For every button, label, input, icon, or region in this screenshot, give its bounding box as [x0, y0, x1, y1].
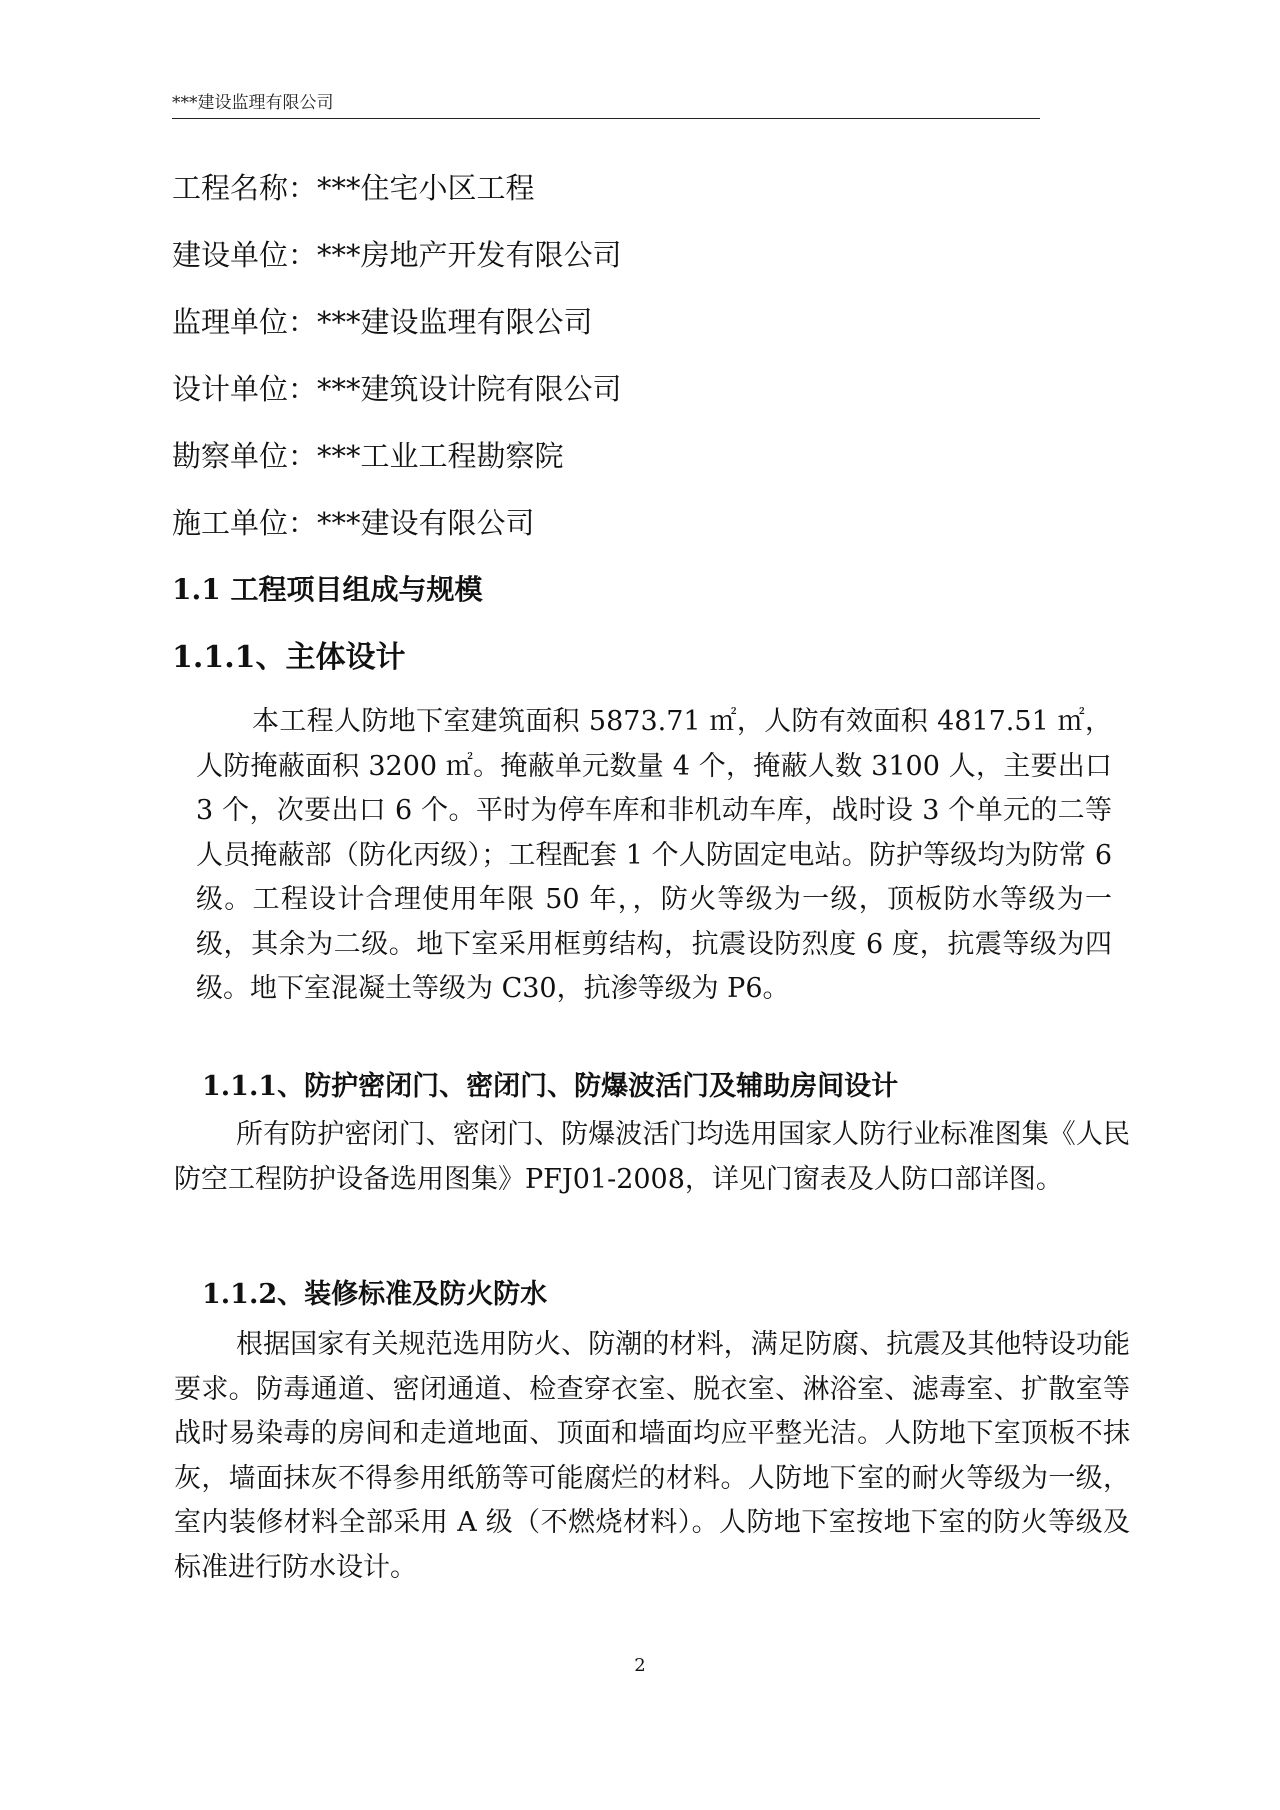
page-header — [172, 92, 1040, 119]
info-value: ***建设有限公司 — [317, 506, 535, 540]
info-contractor — [172, 503, 535, 543]
info-owner — [172, 235, 622, 275]
section-heading-doors: 1.1.1、防护密闭门、密闭门、防爆波活门及辅助房间设计 — [202, 1071, 899, 1102]
section-heading-1-1: 1.1 工程项目组成与规模 — [172, 573, 483, 606]
info-supervisor — [172, 302, 593, 342]
info-value: ***住宅小区工程 — [317, 171, 535, 205]
info-project-name — [172, 168, 535, 208]
info-value: ***建设监理有限公司 — [317, 305, 593, 339]
paragraph-doors: 所有防护密闭门、密闭门、防爆波活门均选用国家人防行业标准图集《人民防空工程防护设备选用图集》PFJ01-2008，详见门窗表及人防口部详图。 — [174, 1119, 1130, 1195]
paragraph-decoration: 根据国家有关规范选用防火、防潮的材料，满足防腐、抗震及其他特设功能要求。防毒通道、密闭通道、检查穿衣室、脱衣室、淋浴室、滤毒室、扩散室等战时易染毒的房间和走道地面、顶面和墙面均应平整光洁。人防地下室顶板不抹灰，墙面抹灰不得参用纸筋等可能腐烂的材料。人防地下室的耐火等级为一级，室内装修材料全部采用 A 级（不燃烧材料）。人防地下室按地下室的防火等级及标准进行防水设计。 — [174, 1329, 1130, 1583]
info-label: 设计单位： — [172, 372, 318, 406]
info-label: 监理单位： — [172, 305, 318, 339]
info-label: 勘察单位： — [172, 439, 318, 473]
info-designer — [172, 369, 622, 409]
info-label: 建设单位： — [172, 238, 318, 272]
section-heading-1-1-1: 1.1.1、主体设计 — [172, 640, 406, 675]
page-number: 2 — [634, 1655, 646, 1676]
section-heading-1-1-2: 1.1.2、装修标准及防火防水 — [202, 1279, 548, 1310]
info-value: ***工业工程勘察院 — [317, 439, 564, 473]
info-surveyor — [172, 436, 564, 476]
header-company: ***建设监理有限公司 — [172, 93, 334, 113]
info-value: ***房地产开发有限公司 — [317, 238, 622, 272]
info-label: 工程名称： — [172, 171, 318, 205]
paragraph-main-design: 本工程人防地下室建筑面积 5873.71 ㎡，人防有效面积 4817.51 ㎡，人防掩蔽面积 3200 ㎡。掩蔽单元数量 4 个，掩蔽人数 3100 人，主要出口 3 个，次要出口 6 个。平时为停车库和非机动车库，战时设 3 个单元的二等人员掩蔽部（防化丙级）；工程配套 1 个人防固定电站。防护等级均为防常 6 级。工程设计合理使用年限 50 年，，防火等级为一级，顶板防水等级为一级，其余为二级。地下室采用框剪结构，抗震设防烈度 6 度，抗震等级为四级。地下室混凝土等级为 C30，抗渗等级为 P6。 — [196, 706, 1112, 1004]
info-label: 施工单位： — [172, 506, 318, 540]
info-value: ***建筑设计院有限公司 — [317, 372, 622, 406]
